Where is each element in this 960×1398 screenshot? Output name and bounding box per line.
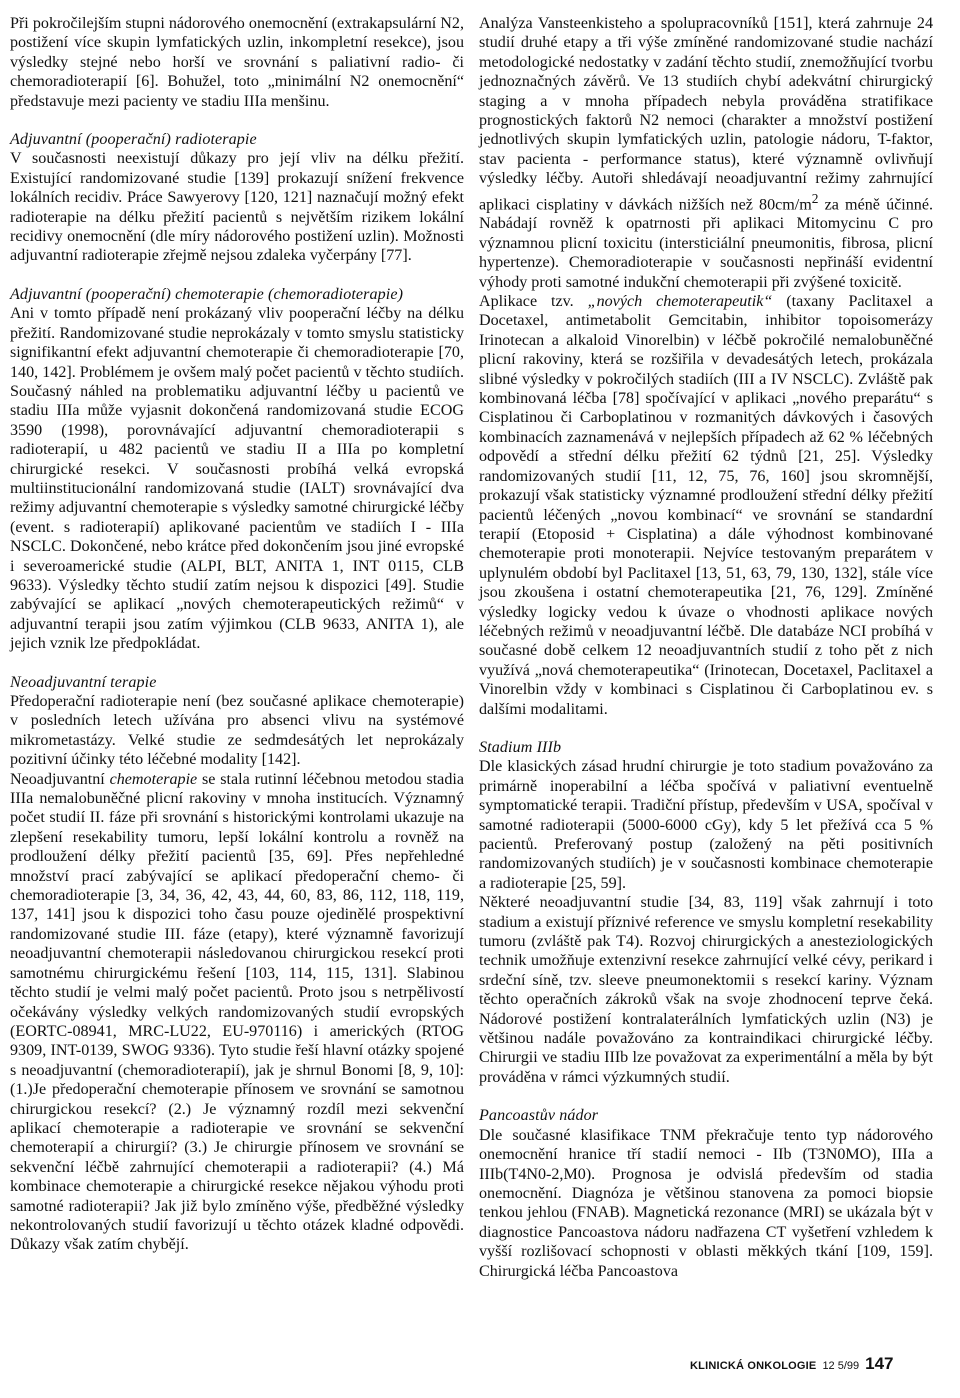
neoadjuvant-paragraph-2-prefix: Neoadjuvantní (10, 770, 110, 788)
heading-adjuvant-chemotherapy: Adjuvantní (pooperační) chemoterapie (chemoradioterapie) (10, 285, 404, 303)
adjuvant-chemotherapy-text: Ani v tomto případě není prokázaný vliv pooperační léčby na délku přežití. Randomizované studie neprokázaly v tomto smyslu statisticky signifikantní efekt adjuvantní chemoterapie či chemoradioterapie [70, 140, 142]. Problémem je ovšem malý počet pacientů v těchto studiích. Současný náhled na problematiku adjuvantní léčby u pacientů ve stadiu IIIa může vyjasnit dokončená randomizovaná studie ECOG 3590 (1998), porovnávající adjuvantní chemoradioterapii s radioterapií, u 482 pacientů ve stadiu II a IIIa po kompletní chirurgické resekci. V současnosti probíhá velká evropská multiinstitucionální randomizovaná studie (IALT) srovnávající dva režimy adjuvantní chemoterapie s výsledky samotné chirurgické léčby (event. s radioterapií) aplikované pacientům ve stadiích I - IIIa NSCLC. Dokončené, nebo krátce před dokončením jsou jiné evropské i severoamerické studie (ALPI, BLT, ANITA 1, INT 0115, CLB 9633). Výsledky těchto studií zatím nejsou k dispozici [49]. Studie zabývající se aplikací „nových chemoterapeutických režimů“ v adjuvantní terapii jsou zatím výjimkou (CLB 9633, ANITA 1), ale jejich vznik lze předpokládat. (10, 305, 464, 653)
neoadjuvant-paragraph-2-italic: chemoterapie (109, 770, 198, 788)
neoadjuvant-paragraph-1: Předoperační radioterapie není (bez současné aplikace chemoterapie) v posledních letech užívána pro absenci vlivu na systémové mikrometastázy. Velké studie ze sedmdesátých let neprokázaly pozitivní účinky této léčebné modality [142]. (10, 693, 464, 769)
neoadjuvant-paragraph-2 (10, 770, 464, 1255)
heading-adjuvant-radiotherapy: Adjuvantní (pooperační) radioterapie (10, 131, 257, 149)
vansteenkiste-text-a: Analýza Vansteenkisteho a spolupracovníků [151], která zahrnuje 24 studií druhé etapy a tři výše zmíněné randomizované studie nachází metodologické nedostatky v zadání těchto studií, znemožňující tvorbu jednoznačných závěrů. Ve 13 studiích chybí adekvátní chirurgický staging a v mnoha případech nebyla prováděna stratifikace prognostických faktorů N2 nemoci (charakter a množství postižení jednotlivých skupin lymfatických uzlin, patologie nádoru, T-faktor, stav pacienta - performance status), které významně ovlivňují výsledky léčby. Autoři shledávají neoadjuvantní režimy zahrnující aplikaci cisplatiny v dávkách nižších než 80cm/m (479, 15, 933, 214)
new-chemo-italic: „nových chemoterapeutik“ (587, 293, 773, 311)
heading-neoadjuvant-therapy: Neoadjuvantní terapie (10, 673, 157, 691)
heading-pancoast-tumor: Pancoastův nádor (479, 1107, 599, 1125)
neoadjuvant-paragraph-2-rest: se stala rutinní léčebnou metodou stadia IIIa nemalobuněčné plicní rakoviny v mnoha institucích. Významný počet studií II. fáze při srovnání s historickými kontrolami ukazuje na zlepšení resekability tumoru, lepší lokální kontrolu a rovněž na prodloužení délky přežití pacientů [35, 69]. Přes nepřehledné množství prací zabývající se aplikací předoperační chemo- či chemoradioterapie [3, 34, 36, 42, 43, 44, 60, 83, 86, 112, 118, 119, 137, 141] jsou k dispozici toho času pouze ojedinělé prospektivní randomizované studie III. fáze (etapy), které významně favorizují neoadjuvantní chemoterapii následovanou chirurgickou resekcí proti samotnému chirurgickému řešení [103, 114, 115, 131]. Slabinou těchto studií je velmi malý počet pacientů. Proto jsou s netrpělivostí očekávány výsledky velkých randomizovaných studií evropských (EORTC-08941, MRC-LU22, EU-970116) i amerických (RTOG 9309, INT-0139, SWOG 9336). Tyto studie řeší hlavní otázky spojené s neoadjuvantní (chemoradioterapií), jak je shrnul Bonomi [8, 9, 10]: (1.)Je předoperační chemoterapie přínosem ve srovnání se samotnou chirurgickou resekcí? (2.) Je významný rozdíl mezi sekvenční aplikací chemoterapie a radioterapie ve srovnání se sekvenční chemoterapií a chirurgií? (3.) Je chirurgie přínosem ve srovnání se sekvenční léčbě zahrnující chemoterapii a radioterapii? (4.) Má kombinace chemoterapie a chirurgické resekce nějakou výhodu proti samotné radioterapii? Jak již bylo zmíněno výše, předběžné výsledky nekontrolovaných studií favorizují u těchto otázek kladné odpovědi. Důkazy však zatím chybějí. (10, 770, 464, 1254)
vansteenkiste-paragraph (479, 14, 933, 292)
pancoast-paragraph: Dle současné klasifikace TNM překračuje tento typ nádorového onemocnění hranice tří stadií nemoci - IIb (T3N0MO), IIIa a IIIb(T4N0-2,M0). Prognosa je odvislá především od stadia onemocnění. Diagnóza je většinou stanovena za pomoci biopsie tenkou jehlou (FNAB). Magnetická rezonance (MRI) se ukázala být v diagnostice Pancoastova nádoru nadřazena CT vyšetření vzhledem k vyšší rozlišovací schopnosti v oblasti měkkých tkání [109, 159]. Chirurgická léčba Pancoastova (479, 1126, 933, 1280)
superscript-two: 2 (811, 190, 819, 206)
page-number: 147 (865, 1354, 894, 1373)
journal-issue: 12 5/99 (822, 1360, 860, 1372)
intro-paragraph: Při pokročilejším stupni nádorového onemocnění (extrakapsulární N2, postižení více skupin lymfatických uzlin, inkompletní resekce), jsou výsledky stejné nebo horší ve srovnání s paliativní radio- či chemoradioterapií [6]. Bohužel, toto „minimální N2 onemocnění“ představuje mezi pacienty ve stadiu IIIa menšinu. (10, 15, 464, 110)
adjuvant-radiotherapy-text: V současnosti neexistují důkazy pro její vliv na délku přežití. Existující randomizované studie [139] prokazují snížení frekvence lokálních recidiv. Práce Sawyerovy [120, 121] naznačují možný efekt radioterapie na délku přežití pacientů s největším rizikem lokální recidivy onemocnění (dle míry nádorového postižení uzlin). Možnosti adjuvantní radioterapie zřejmě nejsou zdaleka vyčerpány [77]. (10, 150, 464, 265)
vansteenkiste-text-b: za méně účinné. Nabádají rovněž k opatrnosti při aplikaci Mitomycinu C pro významnou plicní toxicitu (intersticiální pneumonitis, fibrosa, plicní hypertenze). Chemoradioterapie v současnosti nepřináší evidentní výhody proti samotné indukční chemoterapii při zvýšené toxicitě. (479, 196, 933, 291)
heading-stage-iiib: Stadium IIIb (479, 738, 562, 756)
stage-iiib-paragraph-1: Dle klasických zásad hrudní chirurgie je toto stadium považováno za primárně inoperabilní a léčba spočívá v paliativní eventuelně symptomatické terapii. Tradiční přístup, především v USA, spočíval v samotné radioterapii (5000-6000 cGy), kdy 5 let přežívá cca 5 % pacientů. Preferovaný postup (založený na pěti positivních randomizovaných studiích) je v současnosti kombinace chemoterapie a radioterapie [25, 59]. (479, 758, 933, 892)
page-footer (690, 1354, 930, 1374)
new-chemo-paragraph (479, 292, 933, 719)
new-chemo-rest: (taxany Paclitaxel a Docetaxel, antimetabolit Gemcitabin, inhibitor topoisomerázy Irinotecan a alkaloid Vinorelbin) v léčbě pokročilé nemalobuněčné plicní rakoviny, která se rozšiřila v devadesátých letech, prokázala slibné výsledky v pokročilých stadiích (III a IV NSCLC). Zvláště pak kombinovaná léčba [78] spočívající v aplikaci „nového preparátu“ s Cisplatinou či Carboplatinou v rozmanitých dávkových i časových kombinacích zaznamenává v nejlepších případech až 62 % léčebných odpovědí a střední délku přežití 62 týdnů [21, 25]. Výsledky randomizovaných studií [11, 12, 75, 76, 160] jsou skromnější, prokazují však statisticky významné prodloužení střední délky přežití pacientů léčených „novou kombinací“ ve srovnání se standardní terapií (Etoposid + Cisplatina) a dále výhodnost kombinované chemoterapie proti monoterapii. Nejvíce testovaným preparátem v uplynulém období byl Paclitaxel [13, 51, 63, 79, 130, 132], stále více jsou zkoušena i ostatní chemoterapeutika [21, 76, 129]. Zmíněné výsledky logicky vedou k úvaze o vhodnosti aplikace nových léčebných režimů v neoadjuvantní léčbě. Dle databáze NCI probíhá v současné době celkem 12 neoadjuvantních studií z toho pět z nich využívá „nová chemoterapeutika“ (Irinotecan, Docetaxel, Paclitaxel a Vinorelbin vždy v kombinaci s Cisplatinou či Carboplatinou ev. s dalšími modalitami. (479, 293, 933, 718)
journal-name: KLINICKÁ ONKOLOGIE (690, 1360, 817, 1372)
stage-iiib-paragraph-2: Některé neoadjuvantní studie [34, 83, 119] však zahrnují i toto stadium a existují příznivé reference ve smyslu kompletní resekability tumoru (zvláště pak T4). Rozvoj chirurgických a anesteziologických technik umožňuje extenzivní resekce zahrnující velké cévy, perikard i srdeční síně, tzv. sleeve pneumonektomii s resekcí kariny. Význam těchto operačních zákroků však na svoje zhodnocení teprve čeká. Nádorové postižení kontralaterálních lymfatických uzlin (N3) je většinou nadále považováno za kontraindikaci chirurgické léčby. Chirurgii ve stadiu IIIb lze považovat za experimentální a měla by být prováděna v rámci výzkumných studií. (479, 894, 933, 1086)
right-column (479, 14, 933, 1281)
new-chemo-prefix: Aplikace tzv. (479, 293, 588, 311)
left-column (10, 14, 464, 1255)
